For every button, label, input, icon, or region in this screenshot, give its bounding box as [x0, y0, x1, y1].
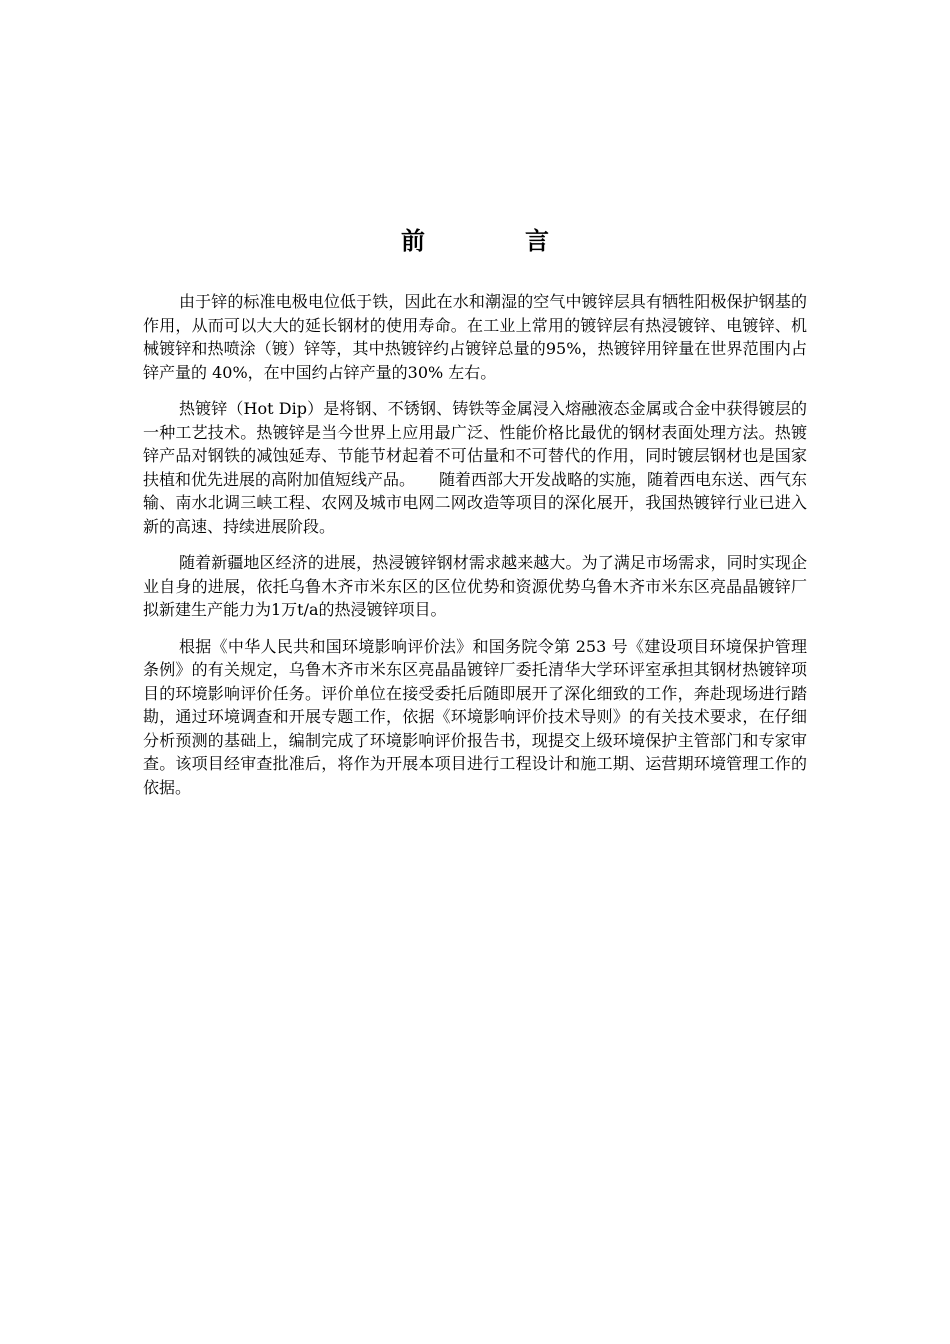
preface-body: [143, 290, 807, 812]
paragraph-hot-dip-galvanizing: 热镀锌（Hot Dip）是将钢、不锈钢、铸铁等金属浸入熔融液态金属或合金中获得镀层的一种工艺技术。热镀锌是当今世界上应用最广泛、性能价格比最优的钢材表面处理方法。热镀锌产品对钢铁的减蚀延寿、节能节材起着不可估量和不可替代的作用，同时镀层钢材也是国家扶植和优先进展的高附加值短线产品。 随着西部大开发战略的实施，随着西电东送、西气东输、南水北调三峡工程、农网及城市电网二网改造等项目的深化展开，我国热镀锌行业已进入新的高速、持续进展阶段。: [143, 399, 808, 536]
page-title: 前 言: [401, 226, 587, 256]
paragraph-project-background: 随着新疆地区经济的进展，热浸镀锌钢材需求越来越大。为了满足市场需求，同时实现企业自身的进展，依托乌鲁木齐市米东区的区位优势和资源优势乌鲁木齐市米东区亮晶晶镀锌厂拟新建生产能力为1万t/a的热浸镀锌项目。: [143, 553, 807, 619]
paragraph-assessment-basis: 根据《中华人民共和国环境影响评价法》和国务院令第 253 号《建设项目环境保护管理条例》的有关规定，乌鲁木齐市米东区亮晶晶镀锌厂委托清华大学环评室承担其钢材热镀锌项目的环境影响评价任务。评价单位在接受委托后随即展开了深化细致的工作，奔赴现场进行踏勘，通过环境调查和开展专题工作，依据《环境影响评价技术导则》的有关技术要求，在仔细分析预测的基础上，编制完成了环境影响评价报告书，现提交上级环境保护主管部门和专家审查。该项目经审查批准后，将作为开展本项目进行工程设计和施工期、运营期环境管理工作的依据。: [143, 636, 807, 797]
paragraph-zinc-protection: 由于锌的标准电极电位低于铁，因此在水和潮湿的空气中镀锌层具有牺牲阳极保护钢基的作用，从而可以大大的延长钢材的使用寿命。在工业上常用的镀锌层有热浸镀锌、电镀锌、机械镀锌和热喷涂（镀）锌等，其中热镀锌约占镀锌总量的95%，热镀锌用锌量在世界范围内占锌产量的 40%，在中国约占锌产量的30% 左右。: [143, 292, 807, 382]
